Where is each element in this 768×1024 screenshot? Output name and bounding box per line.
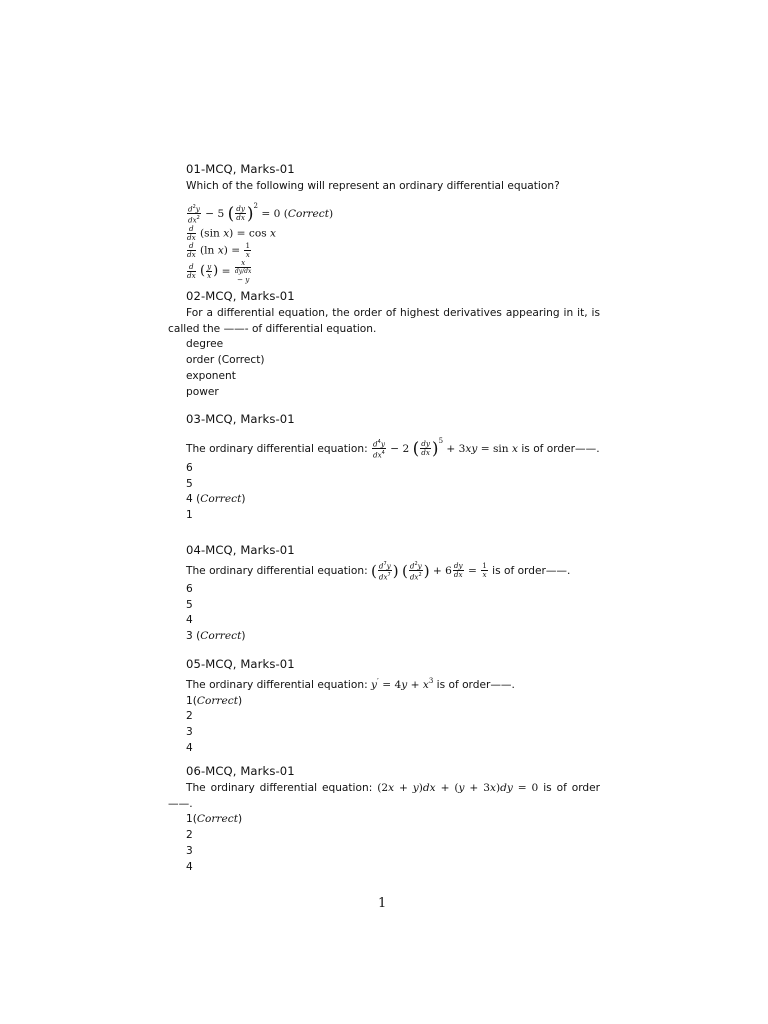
option-a: $\frac{d^2y}{dx^2}$ − 5 ( $\frac{dy}{dx}$ )$^2$ = 0 (Correct): [188, 201, 334, 225]
question-header: 04-MCQ, Marks-01: [186, 543, 295, 557]
option-d: 4: [186, 741, 193, 754]
option-c: 3: [186, 844, 193, 857]
option-c: 4 (Correct): [186, 493, 246, 506]
option-a: degree: [186, 338, 224, 351]
option-d: $\frac{d}{dx}$ ( $\frac{y}{x}$ ) = x dy/dx − y: [187, 258, 252, 285]
option-c: 3: [186, 726, 193, 739]
option-c: $\frac{d}{dx}$ (ln x) = $\frac{1}{x}$: [187, 240, 251, 259]
question-5: [168, 657, 600, 757]
option-b: 5: [186, 477, 193, 490]
option-d: 1: [186, 509, 193, 522]
option-b: 2: [186, 710, 193, 723]
question-stem: The ordinary differential equation: (2x + y)dx + (y + 3x)dy = 0 is of order——.: [168, 781, 600, 810]
question-header: 06-MCQ, Marks-01: [186, 764, 295, 778]
question-header: 01-MCQ, Marks-01: [186, 162, 295, 176]
option-b: 5: [186, 598, 193, 611]
option-d: 3 (Correct): [186, 630, 246, 643]
question-2: [168, 289, 600, 401]
option-a: 1(Correct): [186, 813, 243, 826]
option-a: 6: [186, 582, 193, 595]
option-a: 1(Correct): [186, 694, 243, 707]
question-6: [168, 764, 600, 876]
option-c: exponent: [186, 369, 236, 382]
option-c: 4: [186, 614, 193, 627]
question-stem: Which of the following will represent an ordinary differential equation?: [186, 179, 560, 192]
page-number: 1: [378, 896, 387, 911]
question-stem: The ordinary differential equation: $\frac{d^4y}{dx^4}$ − 2 ( $\frac{dy}{dx}$ )$^5$ + 3xy = sin x is of order——.: [186, 436, 600, 460]
question-4: [168, 543, 600, 645]
question-stem: For a differential equation, the order of highest derivatives appearing in it, is called the ——- of differential equation.: [168, 306, 600, 335]
question-header: 05-MCQ, Marks-01: [186, 657, 295, 671]
option-d: 4: [186, 860, 193, 873]
question-stem: The ordinary differential equation: $y' = 4y + x^3$ is of order——.: [186, 676, 515, 691]
question-header: 02-MCQ, Marks-01: [186, 289, 295, 303]
option-d: power: [186, 385, 219, 398]
option-b: order (Correct): [186, 354, 265, 367]
option-b: $\frac{d}{dx}$ (sin x) = cos x: [187, 223, 277, 242]
option-a: 6: [186, 461, 193, 474]
question-3: [168, 412, 600, 524]
question-stem: The ordinary differential equation: ( $\frac{d^7y}{dx^7}$ ) ( $\frac{d^2y}{dx^2}$ ) + 6 $\frac{dy}{dx}$ = $\frac{1}{x}$ is of order——.: [186, 560, 571, 582]
question-1: [168, 162, 600, 284]
option-b: 2: [186, 829, 193, 842]
question-header: 03-MCQ, Marks-01: [186, 412, 295, 426]
